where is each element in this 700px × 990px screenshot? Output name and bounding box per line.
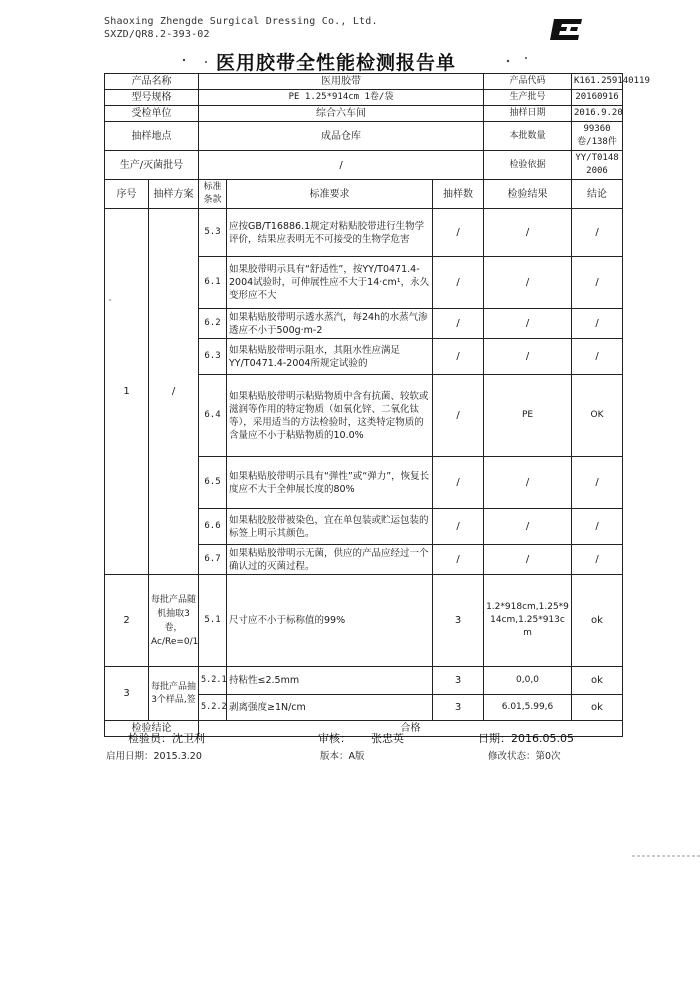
- sample-date-value: 2016.9.20: [572, 106, 623, 122]
- version-value: A版: [348, 751, 365, 762]
- batch-qty-label: 本批数量: [484, 122, 572, 151]
- qty-cell: /: [433, 375, 484, 457]
- sterile-batch-label: 生产/灭菌批号: [105, 151, 199, 180]
- qty-cell: /: [433, 309, 484, 339]
- conclusion-cell: ok: [572, 695, 623, 721]
- header-conclusion: 结论: [572, 180, 623, 209]
- sample-place-value: 成品仓库: [199, 122, 484, 151]
- header-seq: 序号: [105, 180, 149, 209]
- batch-value: 20160916: [572, 90, 623, 106]
- company-logo-icon: [548, 16, 586, 42]
- requirement-cell: 尺寸应不小于标称值的99%: [227, 575, 433, 667]
- conclusion-cell: OK: [572, 375, 623, 457]
- model-label: 型号规格: [105, 90, 199, 106]
- conclusion-cell: /: [572, 339, 623, 375]
- effective-label: 启用日期：: [106, 751, 154, 762]
- result-cell: PE: [484, 375, 572, 457]
- inspected-unit-value: 综合六车间: [199, 106, 484, 122]
- sterile-batch-value: /: [199, 151, 484, 180]
- report-title: 医用胶带全性能检测报告单: [216, 52, 457, 74]
- qty-cell: /: [433, 339, 484, 375]
- clause-cell: 5.1: [199, 575, 227, 667]
- clause-cell: 6.3: [199, 339, 227, 375]
- header-requirement: 标准要求: [227, 180, 433, 209]
- qty-cell: /: [433, 457, 484, 509]
- header-plan: 抽样方案: [149, 180, 199, 209]
- conclusion-cell: /: [572, 309, 623, 339]
- requirement-cell: 如果粘贴胶带明示具有“弹性”或“弹力”，恢复长度应不大于全伸展长度的80%: [227, 457, 433, 509]
- result-cell: /: [484, 457, 572, 509]
- table-row: [105, 209, 623, 257]
- clause-cell: 6.1: [199, 257, 227, 309]
- result-cell: /: [484, 339, 572, 375]
- result-cell: /: [484, 509, 572, 545]
- table-header-row: [105, 180, 623, 209]
- info-row: [105, 106, 623, 122]
- header-clause: 标准条款: [199, 180, 227, 209]
- table-row: [105, 575, 623, 667]
- info-row: [105, 151, 623, 180]
- batch-label: 生产批号: [484, 90, 572, 106]
- company-header: [104, 15, 378, 41]
- sample-date-label: 抽样日期: [484, 106, 572, 122]
- company-name: Shaoxing Zhengde Surgical Dressing Co., Ltd.: [104, 16, 378, 27]
- requirement-cell: 如果粘贴胶带明示无菌，供应的产品应经过一个确认过的灭菌过程。: [227, 545, 433, 575]
- date-label: 日期：: [478, 732, 511, 745]
- product-no-value: K161.259140119: [572, 74, 623, 90]
- reviewer-block: [318, 730, 404, 746]
- clause-cell: 6.2: [199, 309, 227, 339]
- date-block: [478, 730, 574, 746]
- version-label: 版本：: [320, 751, 349, 762]
- conclusion-cell: /: [572, 457, 623, 509]
- requirement-cell: 如果粘胶胶带被染色，宜在单包装或贮运包装的标签上明示其颜色。: [227, 509, 433, 545]
- qty-cell: 3: [433, 667, 484, 695]
- model-value: PE 1.25*914cm 1卷/袋: [199, 90, 484, 106]
- qty-cell: /: [433, 545, 484, 575]
- result-cell: 6.01,5.99,6: [484, 695, 572, 721]
- conclusion-cell: /: [572, 257, 623, 309]
- conclusion-cell: /: [572, 509, 623, 545]
- header-qty: 抽样数: [433, 180, 484, 209]
- qty-cell: /: [433, 209, 484, 257]
- requirement-cell: 如果胶带明示具有“舒适性”，按YY/T0471.4-2004试验时，可伸展性应不大于14·cm¹，永久变形应不大: [227, 257, 433, 309]
- requirement-cell: 如果粘贴胶带明示阻水，其阻水性应满足YY/T0471.4-2004所规定试验的: [227, 339, 433, 375]
- document-code: SXZD/QR8.2-393-02: [104, 29, 210, 40]
- clause-cell: 6.5: [199, 457, 227, 509]
- conclusion-cell: /: [572, 545, 623, 575]
- inspection-report-table: [104, 73, 650, 737]
- inspector-block: [128, 730, 205, 746]
- sample-place-label: 抽样地点: [105, 122, 199, 151]
- requirement-cell: 应按GB/T16886.1规定对粘贴胶带进行生物学评价，结果应表明无不可接受的生物学危害: [227, 209, 433, 257]
- group2-plan: 每批产品随机抽取3卷，Ac/Re=0/1: [149, 575, 199, 667]
- basis-label: 检验依据: [484, 151, 572, 180]
- revision-block: [488, 748, 561, 762]
- conclusion-cell: /: [572, 209, 623, 257]
- clause-cell: 5.2.2: [199, 695, 227, 721]
- clause-cell: 5.3: [199, 209, 227, 257]
- reviewer-name: 张忠英: [371, 732, 404, 745]
- inspector-name: 沈卫利: [172, 732, 205, 745]
- requirement-cell: 持粘性≤2.5mm: [227, 667, 433, 695]
- clause-cell: 6.4: [199, 375, 227, 457]
- info-row: [105, 90, 623, 106]
- conclusion-value: 合格: [199, 721, 623, 737]
- reviewer-label: 审核：: [318, 732, 351, 745]
- result-cell: /: [484, 545, 572, 575]
- product-name-label: 产品名称: [105, 74, 199, 90]
- inspected-unit-label: 受检单位: [105, 106, 199, 122]
- product-no-label: 产品代码: [484, 74, 572, 90]
- clause-cell: 6.7: [199, 545, 227, 575]
- effective-date-block: [106, 748, 202, 762]
- result-cell: /: [484, 257, 572, 309]
- clause-cell: 6.6: [199, 509, 227, 545]
- group2-seq: 2: [105, 575, 149, 667]
- requirement-cell: 剥离强度≥1N/cm: [227, 695, 433, 721]
- table-row: [105, 667, 623, 695]
- inspector-label: 检验员：: [128, 732, 172, 745]
- version-block: [320, 748, 365, 762]
- info-row: [105, 122, 623, 151]
- requirement-cell: 如果粘贴胶带明示透水蒸汽，每24h的水蒸气渗透应不小于500g·m-2: [227, 309, 433, 339]
- group1-seq: 1: [105, 209, 149, 575]
- batch-qty-value: 99360卷/138件: [572, 122, 623, 151]
- basis-value: YY/T0148 2006: [572, 151, 623, 180]
- revision-label: 修改状态：: [488, 751, 536, 762]
- info-row: [105, 74, 623, 90]
- requirement-cell: 如果粘贴胶带明示粘贴物质中含有抗菌、较软或滋润等作用的特定物质（如氧化锌、二氧化钛等），采用适当的方法检验时，这类特定物质的含量应不小于粘贴物质的10.0%: [227, 375, 433, 457]
- qty-cell: /: [433, 509, 484, 545]
- result-cell: 1.2*918cm,1.25*914cm,1.25*913cm: [484, 575, 572, 667]
- product-name-value: 医用胶带: [199, 74, 484, 90]
- group3-seq: 3: [105, 667, 149, 721]
- group3-plan: 每批产品抽3个样品,签: [149, 667, 199, 721]
- qty-cell: 3: [433, 575, 484, 667]
- group1-plan: /: [149, 209, 199, 575]
- conclusion-cell: ok: [572, 667, 623, 695]
- conclusion-cell: ok: [572, 575, 623, 667]
- result-cell: /: [484, 209, 572, 257]
- header-result: 检验结果: [484, 180, 572, 209]
- qty-cell: /: [433, 257, 484, 309]
- date-value: 2016.05.05: [511, 732, 574, 745]
- result-cell: /: [484, 309, 572, 339]
- revision-value: 第0次: [535, 751, 561, 762]
- result-cell: 0,0,0: [484, 667, 572, 695]
- qty-cell: 3: [433, 695, 484, 721]
- conclusion-label: 检验结论: [105, 721, 199, 737]
- effective-value: 2015.3.20: [153, 751, 202, 762]
- clause-cell: 5.2.1: [199, 667, 227, 695]
